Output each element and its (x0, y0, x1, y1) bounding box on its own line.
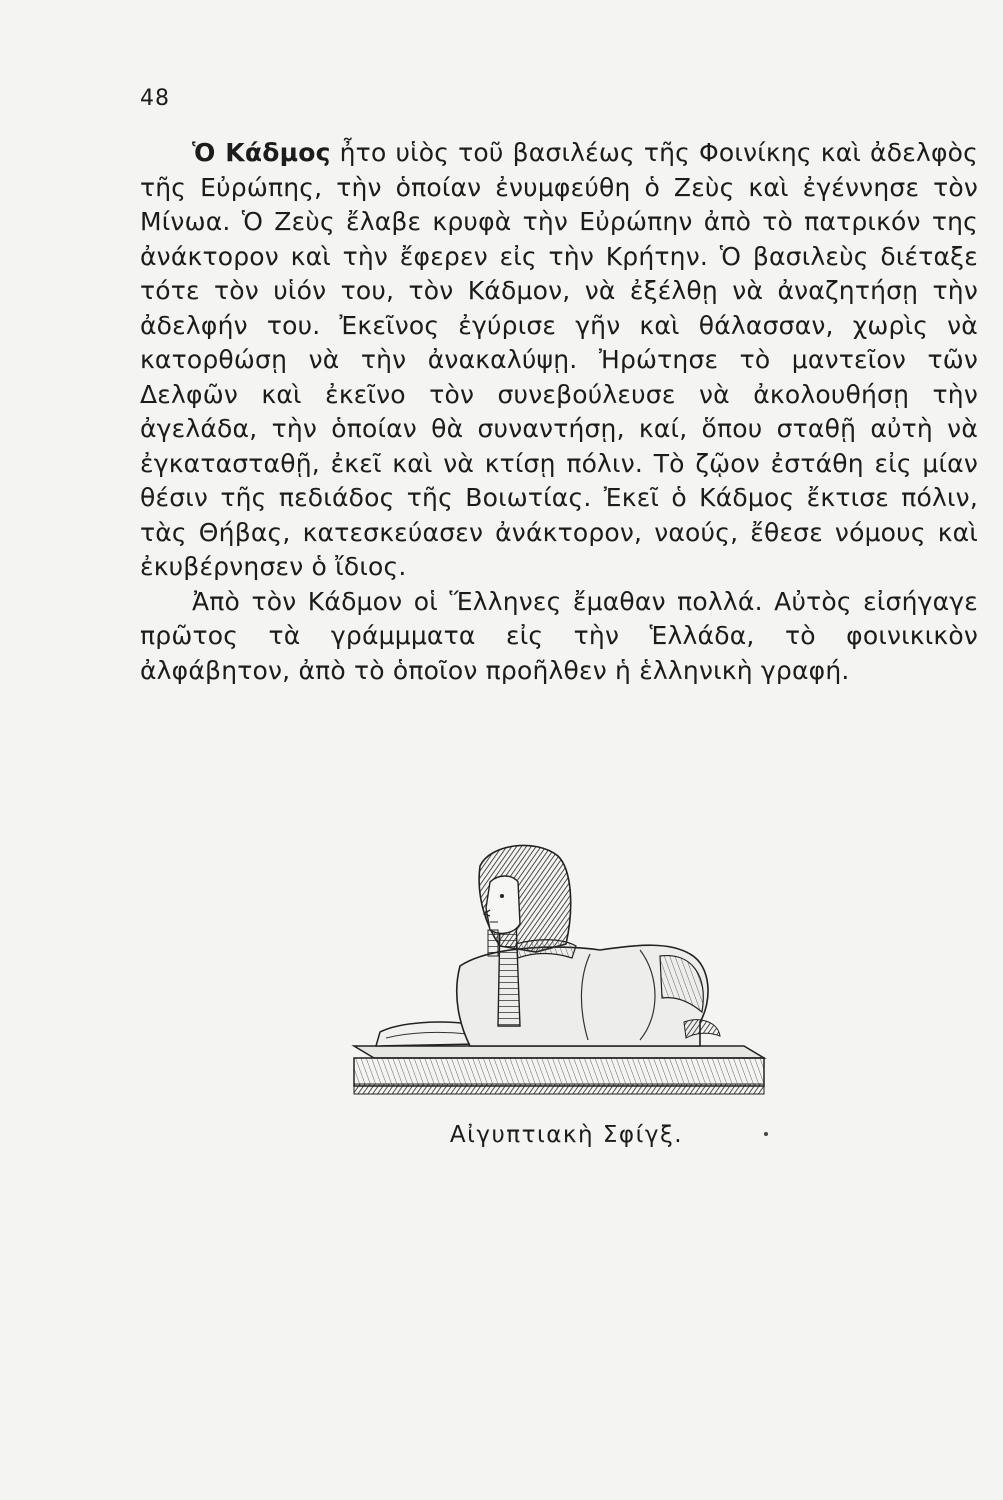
sphinx-engraving (340, 826, 780, 1126)
lead-name-kadmos: Ὁ Κάδμος (192, 138, 331, 167)
figure-caption (0, 1122, 1003, 1148)
body-text (140, 136, 978, 688)
tail (684, 1020, 720, 1038)
print-speck (764, 1132, 768, 1136)
sphinx-face (486, 876, 520, 933)
page-number: 48 (140, 86, 170, 111)
figure-caption-text: Αἰγυπτιακὴ Σφίγξ. (449, 1122, 684, 1148)
paragraph-2: Ἀπὸ τὸν Κάδμον οἱ Ἕλληνες ἔμαθαν πολλά. Αὐτὸς εἰσήγαγε πρῶτος τὰ γράμμματα εἰς τὴν Ἑλλάδα, τὸ φοινικικὸν ἀλφάβητον, ἀπὸ τὸ ὁποῖον προῆλθεν ἡ ἑλληνικὴ γραφή. (140, 586, 978, 685)
plinth-shadow (354, 1084, 764, 1094)
sphinx-illustration (340, 826, 780, 1126)
headdress-lappet (498, 920, 520, 1026)
plinth-front (354, 1058, 764, 1086)
paragraph-1-text: ἦτο υἱὸς τοῦ βασιλέως τῆς Φοινίκης καὶ ἀδελφὸς τῆς Εὐρώπης, τὴν ὁποίαν ἐνυμφεύθη ὁ Ζεὺς καὶ ἐγέννησε τὸν Μίνωα. Ὁ Ζεὺς ἔλαβε κρυφὰ τὴν Εὐρώπην ἀπὸ τὸ πατρικόν της ἀνάκτορον καὶ τὴν ἔφερεν εἰς τὴν Κρήτην. Ὁ βασιλεὺς διέταξε τότε τὸν υἱόν του, τὸν Κάδμον, νὰ ἐξέλθῃ νὰ ἀναζητήσῃ τὴν ἀδελφήν του. Ἐκεῖνος ἐγύρισε γῆν καὶ θάλασσαν, χωρὶς νὰ κατορθώσῃ νὰ τὴν ἀνακαλύψῃ. Ἠρώτησε τὸ μαντεῖον τῶν Δελφῶν καὶ ἐκεῖνο τὸν συνεβούλευσε νὰ ἀκολουθήσῃ τὴν ἀγελάδα, τὴν ὁποίαν θὰ συναντήσῃ, καί, ὅπου σταθῇ αὐτὴ νὰ ἐγκατασταθῇ, ἐκεῖ καὶ νὰ κτίσῃ πόλιν. Τὸ ζῷον ἐστάθη εἰς μίαν θέσιν τῆς πεδιάδος τῆς Βοιωτίας. Ἐκεῖ ὁ Κάδμος ἔκτισε πόλιν, τὰς Θήβας, κατεσκεύασεν ἀνάκτορον, ναούς, ἔθεσε νόμους καὶ ἐκυβέρνησεν ὁ ἴδιος. (140, 138, 979, 581)
paragraph-1 (140, 136, 978, 585)
sphinx-beard (488, 930, 498, 956)
plinth-top (354, 1046, 764, 1058)
